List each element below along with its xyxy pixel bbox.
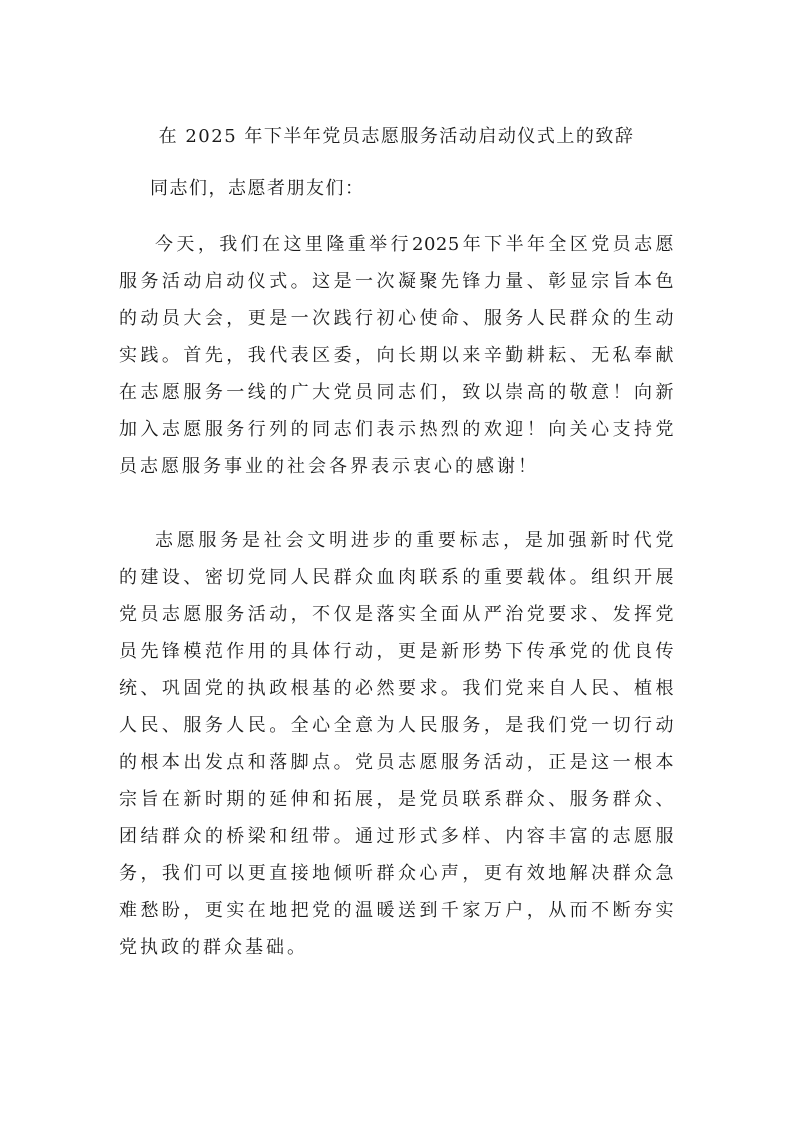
- paragraph-line: 员志愿服务事业的社会各界表示衷心的感谢！: [119, 456, 539, 477]
- paragraph-line: 的根本出发点和落脚点。党员志愿服务活动，正是这一根本: [119, 752, 674, 773]
- paragraph-line: 在志愿服务一线的广大党员同志们，致以崇高的敬意！向新: [119, 382, 674, 403]
- paragraph-line: 党员志愿服务活动，不仅是落实全面从严治党要求、发挥党: [119, 604, 674, 625]
- paragraph-line: 志愿服务是社会文明进步的重要标志，是加强新时代党: [155, 530, 674, 551]
- paragraph-opening: [119, 226, 674, 485]
- paragraph-line: 宗旨在新时期的延伸和拓展，是党员联系群众、服务群众、: [119, 789, 674, 810]
- paragraph-line: 难愁盼，更实在地把党的温暖送到千家万户，从而不断夯实: [119, 900, 674, 921]
- paragraph-line: 的建设、密切党同人民群众血肉联系的重要载体。组织开展: [119, 567, 674, 588]
- paragraph-line: 加入志愿服务行列的同志们表示热烈的欢迎！向关心支持党: [119, 419, 674, 440]
- paragraph-line: 团结群众的桥梁和纽带。通过形式多样、内容丰富的志愿服: [119, 826, 674, 847]
- paragraph-line: 服务活动启动仪式。这是一次凝聚先锋力量、彰显宗旨本色: [119, 271, 674, 292]
- paragraph-line: 党执政的群众基础。: [119, 937, 308, 958]
- paragraph-line: 员先锋模范作用的具体行动，更是新形势下传承党的优良传: [119, 641, 674, 662]
- paragraph-line: 人民、服务人民。全心全意为人民服务，是我们党一切行动: [119, 715, 674, 736]
- paragraph-line: 的动员大会，更是一次践行初心使命、服务人民群众的生动: [119, 308, 674, 329]
- paragraph-line: 务，我们可以更直接地倾听群众心声，更有效地解决群众急: [119, 863, 674, 884]
- paragraph-line: 实践。首先，我代表区委，向长期以来辛勤耕耘、无私奉献: [119, 345, 674, 366]
- paragraph-line: 今天，我们在这里隆重举行2025年下半年全区党员志愿: [155, 234, 674, 255]
- paragraph-line: 统、巩固党的执政根基的必然要求。我们党来自人民、植根: [119, 678, 674, 699]
- paragraph-significance: [119, 522, 674, 966]
- document-title: 在 2025 年下半年党员志愿服务活动启动仪式上的致辞: [158, 126, 635, 147]
- salutation: 同志们，志愿者朋友们：: [150, 178, 365, 199]
